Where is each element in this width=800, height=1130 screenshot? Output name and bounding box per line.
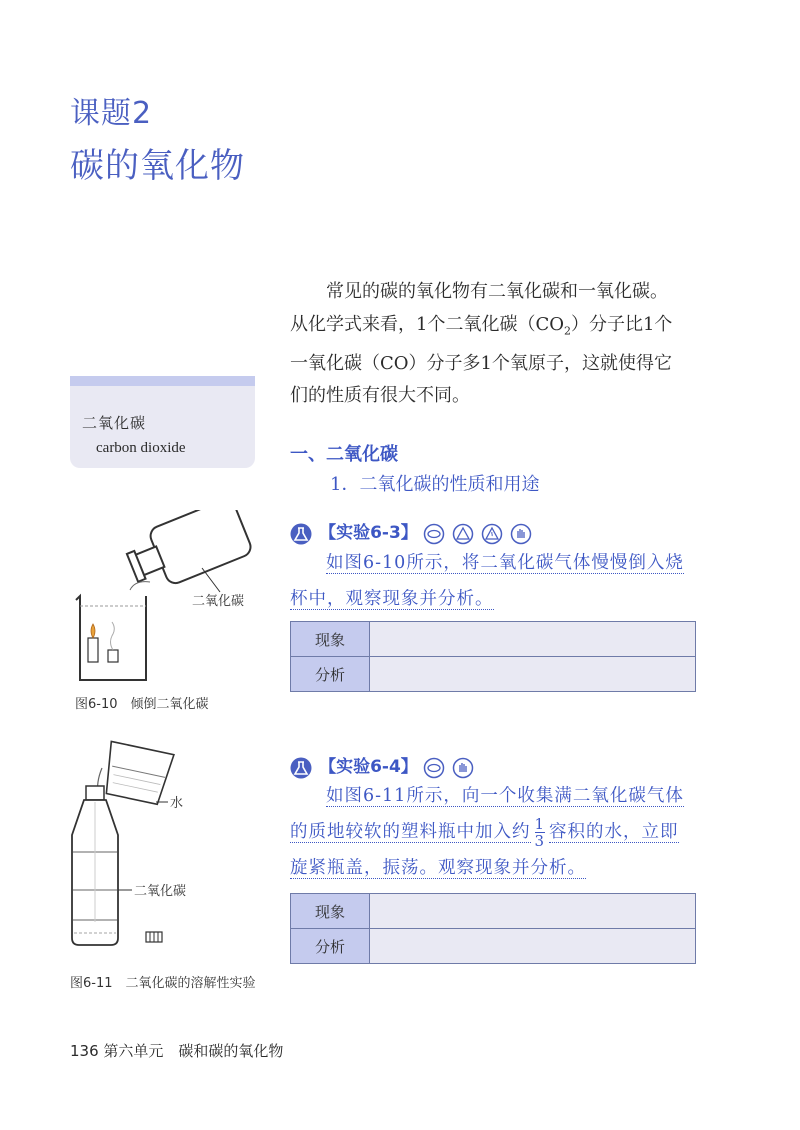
observation-label: 现象 [291, 894, 370, 929]
goggles-icon [423, 757, 445, 779]
lesson-number: 课题2 [70, 96, 153, 131]
page-number: 136 [70, 1042, 99, 1060]
lesson-title: 碳的氧化物 [70, 146, 245, 186]
experiment-6-3-header [290, 518, 534, 545]
hand-wash-icon [510, 523, 532, 545]
experiment-label: 【实验6-4】 [319, 757, 418, 777]
experiment-6-3-table [290, 621, 696, 692]
hand-wash-icon [452, 757, 474, 779]
figure-6-10-illustration [70, 510, 270, 685]
figure-6-11-caption: 图6-11 二氧化碳的溶解性实验 [70, 976, 256, 991]
observation-label: 现象 [291, 622, 370, 657]
experiment-6-4-text: 如图6-11所示，向一个收集满二氧化碳气体 的质地较软的塑料瓶中加入约 $\frac{1}{3}$ 容积的水，立即 旋紧瓶盖，振荡。观察现象并分析。 [290, 786, 684, 878]
intro-paragraph: 常见的碳的氧化物有二氧化碳和一氧化碳。 从化学式来看，1个二氧化碳$(CO_2)$分子比1个 一氧化碳（CO）分子多1个氧原子，这就使得它 们的性质有很大不同。 [290, 281, 673, 407]
experiment-6-4-header [290, 752, 476, 779]
figure-label-water: 水 [170, 796, 184, 811]
figure-6-10-caption: 图6-10 倾倒二氧化碳 [75, 697, 209, 712]
experiment-label: 【实验6-3】 [319, 523, 418, 543]
analysis-label: 分析 [291, 929, 370, 964]
glossary-term-en: carbon dioxide [96, 440, 186, 456]
analysis-label: 分析 [291, 657, 370, 692]
observation-cell[interactable] [370, 894, 696, 929]
figure-label-co2: 二氧化碳 [134, 884, 187, 899]
glossary-term-zh: 二氧化碳 [82, 414, 147, 432]
hazard-icon [452, 523, 474, 545]
experiment-6-3-text: 如图6-10所示，将二氧化碳气体慢慢倒入烧 杯中，观察现象并分析。 [290, 553, 684, 609]
subsection-heading: 1．二氧化碳的性质和用途 [330, 474, 540, 495]
flask-icon [290, 523, 312, 545]
figure-label-co2: 二氧化碳 [192, 594, 245, 609]
page-footer [70, 1040, 283, 1061]
analysis-cell[interactable] [370, 657, 696, 692]
unit-title: 第六单元 碳和碳的氧化物 [103, 1042, 284, 1060]
observation-cell[interactable] [370, 622, 696, 657]
analysis-cell[interactable] [370, 929, 696, 964]
section-heading: 一、二氧化碳 [290, 444, 398, 465]
figure-6-11-illustration [60, 740, 260, 955]
goggles-icon [423, 523, 445, 545]
flask-icon [290, 757, 312, 779]
flame-warning-icon [481, 523, 503, 545]
experiment-6-4-table [290, 893, 696, 964]
glossary-box [70, 376, 255, 468]
